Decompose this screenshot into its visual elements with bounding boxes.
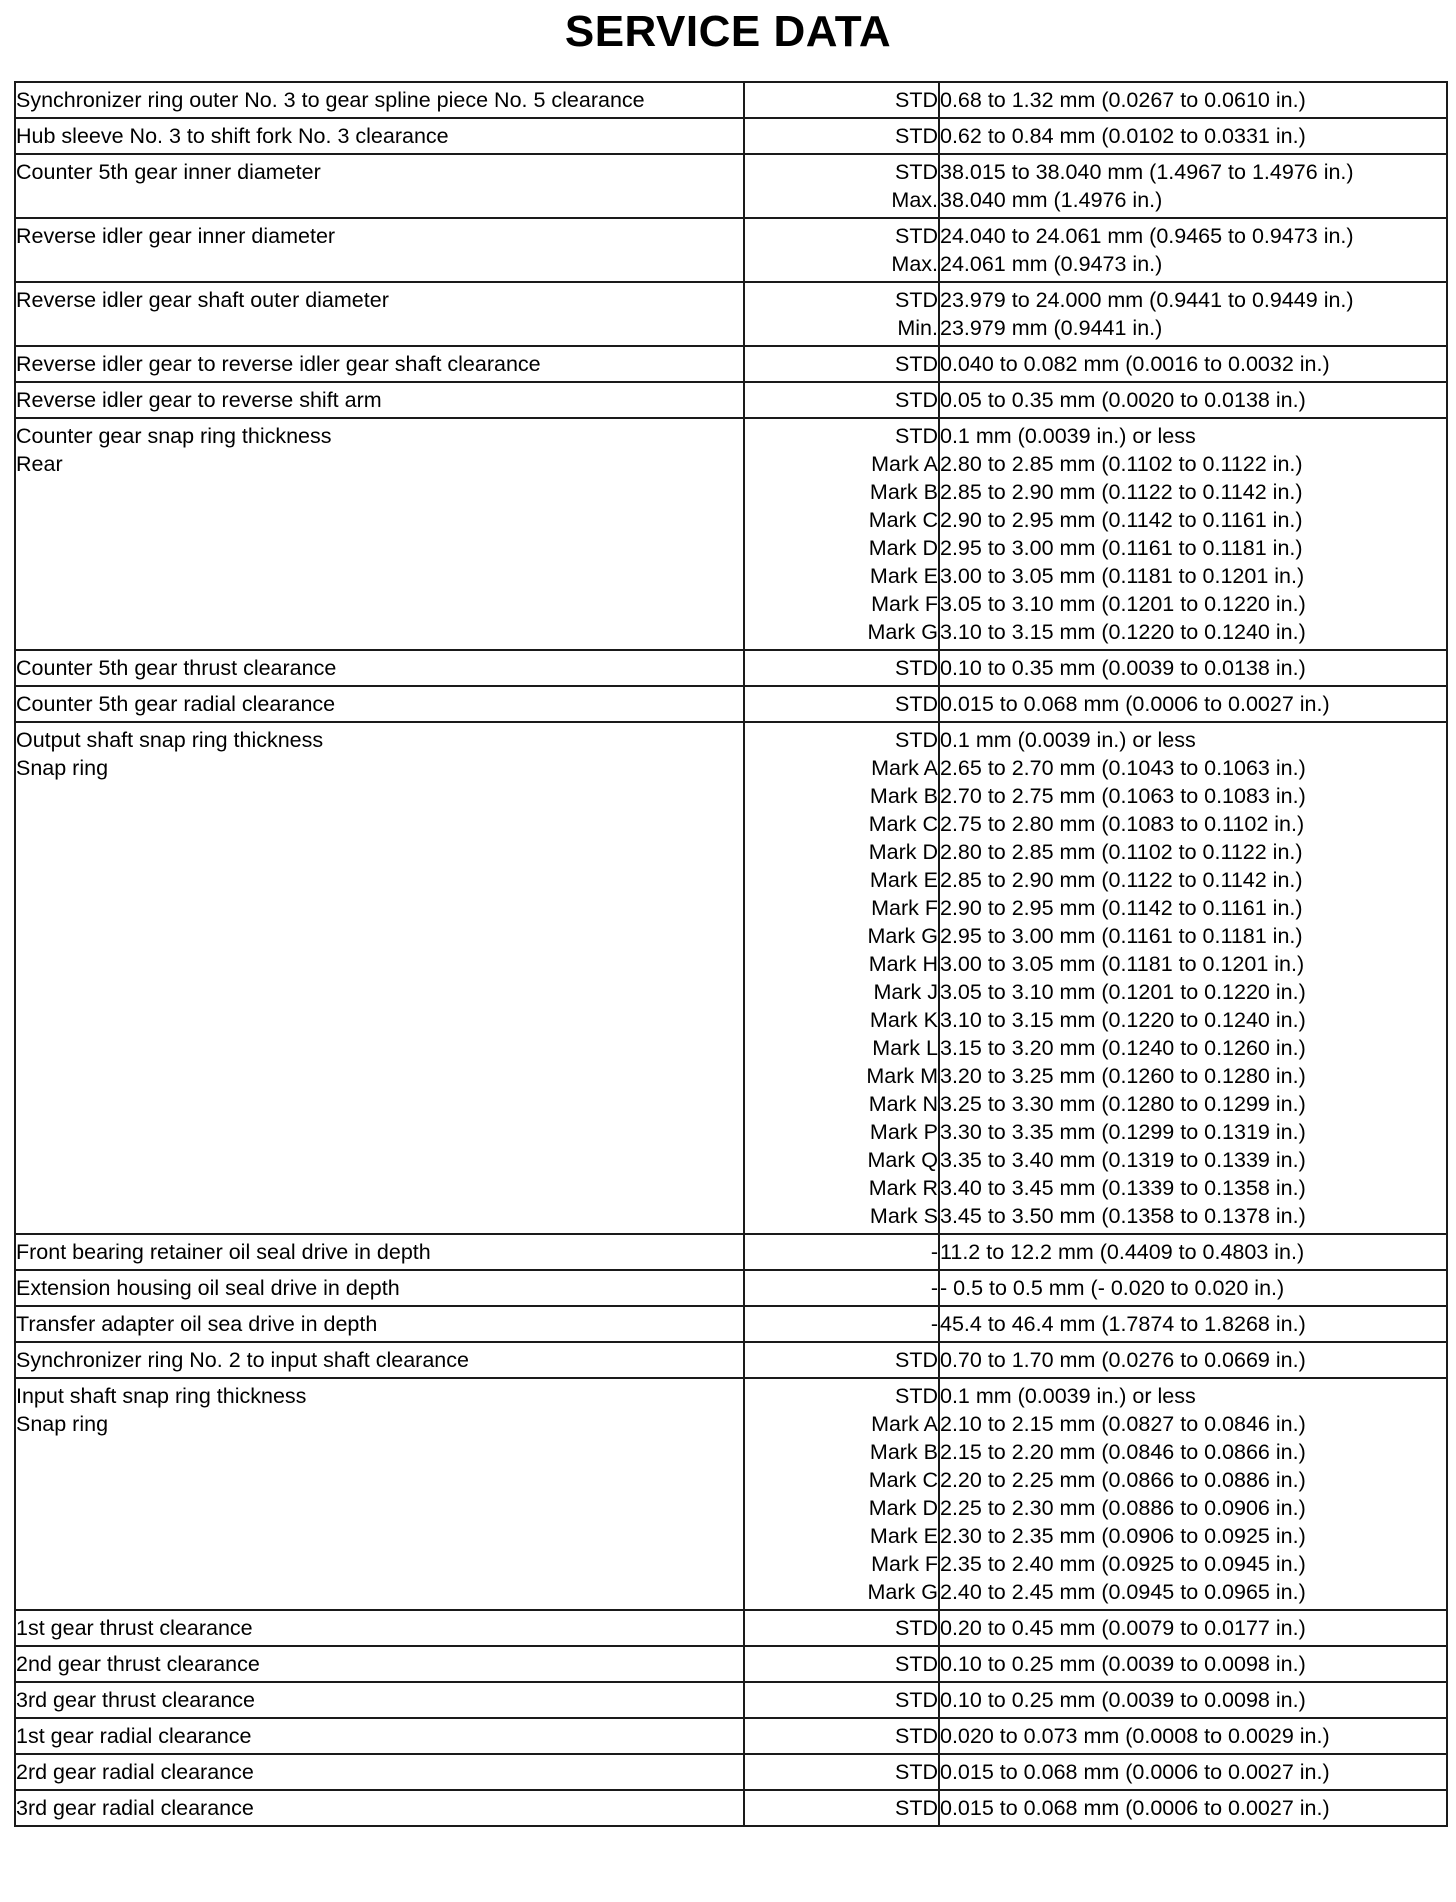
condition-label: Mark Q xyxy=(867,1148,938,1172)
condition-label: Mark B xyxy=(869,1440,938,1464)
spec-value: 3.00 to 3.05 mm (0.1181 to 0.1201 in.) xyxy=(940,952,1305,976)
spec-value: 3.40 to 3.45 mm (0.1339 to 0.1358 in.) xyxy=(940,1176,1306,1200)
table-row xyxy=(15,218,1447,282)
item-label: Reverse idler gear to reverse shift arm xyxy=(16,388,382,412)
value-cell xyxy=(939,1718,1447,1754)
item-cell xyxy=(15,1610,744,1646)
table-row xyxy=(15,382,1447,418)
condition-cell xyxy=(744,218,939,282)
table-row xyxy=(15,82,1447,118)
table-row xyxy=(15,1610,1447,1646)
condition-cell xyxy=(744,650,939,686)
value-cell xyxy=(939,1610,1447,1646)
spec-value: 2.25 to 2.30 mm (0.0886 to 0.0906 in.) xyxy=(940,1496,1306,1520)
item-cell xyxy=(15,1378,744,1610)
value-cell xyxy=(939,218,1447,282)
condition-label: STD xyxy=(895,692,938,716)
page-title: SERVICE DATA xyxy=(564,7,892,56)
condition-cell xyxy=(744,154,939,218)
value-cell xyxy=(939,1682,1447,1718)
item-label: Counter 5th gear thrust clearance xyxy=(16,656,337,680)
condition-label: Mark A xyxy=(871,756,938,780)
condition-label: - xyxy=(930,1240,938,1264)
condition-label: Mark E xyxy=(869,868,938,892)
condition-cell xyxy=(744,722,939,1234)
condition-label: Mark A xyxy=(871,1412,938,1436)
condition-label: STD xyxy=(895,124,938,148)
spec-value: 0.62 to 0.84 mm (0.0102 to 0.0331 in.) xyxy=(940,124,1306,148)
table-row xyxy=(15,1646,1447,1682)
condition-label: Mark E xyxy=(869,1524,938,1548)
condition-label: STD xyxy=(895,728,938,752)
item-cell xyxy=(15,1270,744,1306)
condition-cell xyxy=(744,118,939,154)
condition-label: STD xyxy=(895,224,938,248)
condition-cell xyxy=(744,1790,939,1826)
condition-cell xyxy=(744,418,939,650)
item-cell xyxy=(15,118,744,154)
table-row xyxy=(15,154,1447,218)
item-label: Rear xyxy=(16,452,63,476)
spec-value: 2.40 to 2.45 mm (0.0945 to 0.0965 in.) xyxy=(940,1580,1306,1604)
item-label: 2rd gear radial clearance xyxy=(16,1760,254,1784)
condition-label: Mark F xyxy=(871,592,938,616)
spec-value: 38.015 to 38.040 mm (1.4967 to 1.4976 in.) xyxy=(940,160,1354,184)
item-label: Synchronizer ring No. 2 to input shaft clearance xyxy=(16,1348,469,1372)
spec-value: 45.4 to 46.4 mm (1.7874 to 1.8268 in.) xyxy=(940,1312,1306,1336)
condition-label: STD xyxy=(895,1652,938,1676)
item-cell xyxy=(15,218,744,282)
item-cell xyxy=(15,1646,744,1682)
table-row xyxy=(15,118,1447,154)
item-label: Input shaft snap ring thickness xyxy=(16,1384,307,1408)
value-cell xyxy=(939,154,1447,218)
condition-label: Mark G xyxy=(867,1580,938,1604)
value-cell xyxy=(939,1306,1447,1342)
item-label: Transfer adapter oil sea drive in depth xyxy=(16,1312,378,1336)
spec-value: 0.05 to 0.35 mm (0.0020 to 0.0138 in.) xyxy=(940,388,1306,412)
condition-label: Mark G xyxy=(867,620,938,644)
item-cell xyxy=(15,722,744,1234)
spec-value: 24.040 to 24.061 mm (0.9465 to 0.9473 in.) xyxy=(940,224,1354,248)
condition-label: STD xyxy=(895,388,938,412)
condition-label: Mark D xyxy=(868,536,938,560)
spec-value: 0.10 to 0.25 mm (0.0039 to 0.0098 in.) xyxy=(940,1688,1306,1712)
spec-value: 2.75 to 2.80 mm (0.1083 to 0.1102 in.) xyxy=(940,812,1305,836)
condition-label: STD xyxy=(895,352,938,376)
value-cell xyxy=(939,82,1447,118)
spec-value: 0.1 mm (0.0039 in.) or less xyxy=(940,728,1196,752)
condition-label: STD xyxy=(895,1348,938,1372)
condition-label: STD xyxy=(895,1760,938,1784)
spec-value: 3.25 to 3.30 mm (0.1280 to 0.1299 in.) xyxy=(940,1092,1306,1116)
value-cell xyxy=(939,1342,1447,1378)
condition-cell xyxy=(744,1610,939,1646)
condition-label: STD xyxy=(895,1796,938,1820)
spec-value: 3.05 to 3.10 mm (0.1201 to 0.1220 in.) xyxy=(940,592,1306,616)
item-label: Snap ring xyxy=(16,756,109,780)
spec-value: 2.90 to 2.95 mm (0.1142 to 0.1161 in.) xyxy=(940,896,1303,920)
item-cell xyxy=(15,1682,744,1718)
condition-label: Mark M xyxy=(866,1064,938,1088)
condition-label: STD xyxy=(895,1724,938,1748)
item-cell xyxy=(15,82,744,118)
condition-cell xyxy=(744,346,939,382)
condition-label: Mark B xyxy=(869,784,938,808)
condition-label: Mark D xyxy=(868,840,938,864)
spec-value: 0.68 to 1.32 mm (0.0267 to 0.0610 in.) xyxy=(940,88,1306,112)
spec-value: 2.10 to 2.15 mm (0.0827 to 0.0846 in.) xyxy=(940,1412,1306,1436)
condition-label: Mark C xyxy=(868,1468,938,1492)
spec-value: 0.015 to 0.068 mm (0.0006 to 0.0027 in.) xyxy=(940,692,1330,716)
spec-value: 0.1 mm (0.0039 in.) or less xyxy=(940,1384,1196,1408)
condition-label: STD xyxy=(895,1688,938,1712)
item-label: Reverse idler gear shaft outer diameter xyxy=(16,288,389,312)
condition-cell xyxy=(744,1682,939,1718)
condition-cell xyxy=(744,82,939,118)
condition-label: Mark H xyxy=(868,952,938,976)
item-cell xyxy=(15,418,744,650)
item-label: 1st gear thrust clearance xyxy=(16,1616,253,1640)
item-cell xyxy=(15,154,744,218)
item-label: 1st gear radial clearance xyxy=(16,1724,252,1748)
item-label: Counter gear snap ring thickness xyxy=(16,424,332,448)
value-cell xyxy=(939,418,1447,650)
table-row xyxy=(15,418,1447,650)
item-label: 3rd gear thrust clearance xyxy=(16,1688,256,1712)
item-cell xyxy=(15,650,744,686)
spec-value: 3.10 to 3.15 mm (0.1220 to 0.1240 in.) xyxy=(940,620,1306,644)
table-row xyxy=(15,282,1447,346)
condition-cell xyxy=(744,1646,939,1682)
spec-value: 0.70 to 1.70 mm (0.0276 to 0.0669 in.) xyxy=(940,1348,1306,1372)
condition-label: Mark J xyxy=(873,980,938,1004)
condition-label: - xyxy=(930,1276,938,1300)
spec-value: 3.45 to 3.50 mm (0.1358 to 0.1378 in.) xyxy=(940,1204,1306,1228)
condition-label: Mark F xyxy=(871,1552,938,1576)
value-cell xyxy=(939,650,1447,686)
item-cell xyxy=(15,1306,744,1342)
value-cell xyxy=(939,382,1447,418)
spec-value: 2.20 to 2.25 mm (0.0866 to 0.0886 in.) xyxy=(940,1468,1306,1492)
item-cell xyxy=(15,1754,744,1790)
condition-label: Mark C xyxy=(868,508,938,532)
spec-value: 2.85 to 2.90 mm (0.1122 to 0.1142 in.) xyxy=(940,480,1303,504)
condition-label: Mark P xyxy=(869,1120,938,1144)
table-row xyxy=(15,686,1447,722)
spec-value: 3.20 to 3.25 mm (0.1260 to 0.1280 in.) xyxy=(940,1064,1306,1088)
spec-value: 2.70 to 2.75 mm (0.1063 to 0.1083 in.) xyxy=(940,784,1306,808)
value-cell xyxy=(939,1646,1447,1682)
table-row xyxy=(15,1270,1447,1306)
condition-label: - xyxy=(930,1312,938,1336)
item-label: Synchronizer ring outer No. 3 to gear spline piece No. 5 clearance xyxy=(16,88,645,112)
value-cell xyxy=(939,1754,1447,1790)
value-cell xyxy=(939,1790,1447,1826)
condition-label: Max. xyxy=(891,252,938,276)
table-row xyxy=(15,722,1447,1234)
spec-value: 2.80 to 2.85 mm (0.1102 to 0.1122 in.) xyxy=(940,452,1303,476)
spec-value: 0.015 to 0.068 mm (0.0006 to 0.0027 in.) xyxy=(940,1796,1330,1820)
spec-value: 2.95 to 3.00 mm (0.1161 to 0.1181 in.) xyxy=(940,924,1303,948)
condition-label: Mark A xyxy=(871,452,938,476)
value-cell xyxy=(939,1378,1447,1610)
condition-label: STD xyxy=(895,88,938,112)
table-row xyxy=(15,1306,1447,1342)
condition-cell xyxy=(744,382,939,418)
item-label: Front bearing retainer oil seal drive in depth xyxy=(16,1240,431,1264)
table-row xyxy=(15,1754,1447,1790)
condition-label: Max. xyxy=(891,188,938,212)
condition-label: Mark L xyxy=(872,1036,938,1060)
spec-value: - 0.5 to 0.5 mm (- 0.020 to 0.020 in.) xyxy=(940,1276,1285,1300)
condition-cell xyxy=(744,1306,939,1342)
item-label: Counter 5th gear inner diameter xyxy=(16,160,321,184)
item-cell xyxy=(15,686,744,722)
value-cell xyxy=(939,1270,1447,1306)
spec-value: 3.35 to 3.40 mm (0.1319 to 0.1339 in.) xyxy=(940,1148,1306,1172)
table-row xyxy=(15,650,1447,686)
spec-value: 3.05 to 3.10 mm (0.1201 to 0.1220 in.) xyxy=(940,980,1306,1004)
table-row xyxy=(15,1342,1447,1378)
service-data-table xyxy=(14,81,1448,1827)
condition-label: Min. xyxy=(897,316,938,340)
item-label: Output shaft snap ring thickness xyxy=(16,728,324,752)
spec-value: 3.00 to 3.05 mm (0.1181 to 0.1201 in.) xyxy=(940,564,1305,588)
spec-value: 0.1 mm (0.0039 in.) or less xyxy=(940,424,1196,448)
service-data-table-body xyxy=(15,82,1447,1826)
value-cell xyxy=(939,118,1447,154)
item-label: Snap ring xyxy=(16,1412,109,1436)
condition-cell xyxy=(744,1718,939,1754)
table-row xyxy=(15,1234,1447,1270)
spec-value: 38.040 mm (1.4976 in.) xyxy=(940,188,1163,212)
item-label: Extension housing oil seal drive in depth xyxy=(16,1276,400,1300)
item-cell xyxy=(15,1718,744,1754)
spec-value: 2.85 to 2.90 mm (0.1122 to 0.1142 in.) xyxy=(940,868,1303,892)
spec-value: 3.10 to 3.15 mm (0.1220 to 0.1240 in.) xyxy=(940,1008,1306,1032)
condition-label: Mark G xyxy=(867,924,938,948)
spec-value: 2.30 to 2.35 mm (0.0906 to 0.0925 in.) xyxy=(940,1524,1306,1548)
condition-label: Mark K xyxy=(869,1008,938,1032)
spec-value: 2.90 to 2.95 mm (0.1142 to 0.1161 in.) xyxy=(940,508,1303,532)
condition-label: Mark E xyxy=(869,564,938,588)
condition-label: Mark D xyxy=(868,1496,938,1520)
spec-value: 0.10 to 0.35 mm (0.0039 to 0.0138 in.) xyxy=(940,656,1306,680)
condition-label: STD xyxy=(895,1384,938,1408)
table-row xyxy=(15,1718,1447,1754)
spec-value: 0.020 to 0.073 mm (0.0008 to 0.0029 in.) xyxy=(940,1724,1330,1748)
condition-label: Mark N xyxy=(868,1092,938,1116)
condition-cell xyxy=(744,1754,939,1790)
condition-label: Mark F xyxy=(871,896,938,920)
condition-label: STD xyxy=(895,1616,938,1640)
spec-value: 2.35 to 2.40 mm (0.0925 to 0.0945 in.) xyxy=(940,1552,1306,1576)
value-cell xyxy=(939,722,1447,1234)
table-row xyxy=(15,1790,1447,1826)
item-label: Reverse idler gear to reverse idler gear shaft clearance xyxy=(16,352,541,376)
table-row xyxy=(15,1682,1447,1718)
spec-value: 2.65 to 2.70 mm (0.1043 to 0.1063 in.) xyxy=(940,756,1306,780)
spec-value: 0.040 to 0.082 mm (0.0016 to 0.0032 in.) xyxy=(940,352,1330,376)
item-label: Hub sleeve No. 3 to shift fork No. 3 clearance xyxy=(16,124,449,148)
item-label: Counter 5th gear radial clearance xyxy=(16,692,336,716)
value-cell xyxy=(939,346,1447,382)
condition-label: STD xyxy=(895,424,938,448)
spec-value: 0.015 to 0.068 mm (0.0006 to 0.0027 in.) xyxy=(940,1760,1330,1784)
spec-value: 2.15 to 2.20 mm (0.0846 to 0.0866 in.) xyxy=(940,1440,1306,1464)
item-cell xyxy=(15,346,744,382)
condition-label: Mark R xyxy=(868,1176,938,1200)
table-row xyxy=(15,1378,1447,1610)
item-cell xyxy=(15,1234,744,1270)
condition-label: STD xyxy=(895,288,938,312)
spec-value: 23.979 to 24.000 mm (0.9441 to 0.9449 in.) xyxy=(940,288,1354,312)
table-row xyxy=(15,346,1447,382)
spec-value: 11.2 to 12.2 mm (0.4409 to 0.4803 in.) xyxy=(940,1240,1305,1264)
spec-value: 3.15 to 3.20 mm (0.1240 to 0.1260 in.) xyxy=(940,1036,1306,1060)
spec-value: 24.061 mm (0.9473 in.) xyxy=(940,252,1163,276)
condition-label: STD xyxy=(895,160,938,184)
item-cell xyxy=(15,382,744,418)
spec-value: 0.10 to 0.25 mm (0.0039 to 0.0098 in.) xyxy=(940,1652,1306,1676)
condition-cell xyxy=(744,1234,939,1270)
item-label: 2nd gear thrust clearance xyxy=(16,1652,260,1676)
condition-cell xyxy=(744,1342,939,1378)
value-cell xyxy=(939,1234,1447,1270)
item-cell xyxy=(15,282,744,346)
condition-cell xyxy=(744,282,939,346)
condition-cell xyxy=(744,1378,939,1610)
condition-cell xyxy=(744,686,939,722)
condition-label: STD xyxy=(895,656,938,680)
condition-cell xyxy=(744,1270,939,1306)
value-cell xyxy=(939,686,1447,722)
spec-value: 3.30 to 3.35 mm (0.1299 to 0.1319 in.) xyxy=(940,1120,1306,1144)
condition-label: Mark S xyxy=(869,1204,938,1228)
spec-value: 2.95 to 3.00 mm (0.1161 to 0.1181 in.) xyxy=(940,536,1303,560)
item-cell xyxy=(15,1790,744,1826)
item-cell xyxy=(15,1342,744,1378)
item-label: 3rd gear radial clearance xyxy=(16,1796,254,1820)
condition-label: Mark B xyxy=(869,480,938,504)
value-cell xyxy=(939,282,1447,346)
spec-value: 23.979 mm (0.9441 in.) xyxy=(940,316,1163,340)
spec-value: 0.20 to 0.45 mm (0.0079 to 0.0177 in.) xyxy=(940,1616,1306,1640)
item-label: Reverse idler gear inner diameter xyxy=(16,224,336,248)
spec-value: 2.80 to 2.85 mm (0.1102 to 0.1122 in.) xyxy=(940,840,1303,864)
condition-label: Mark C xyxy=(868,812,938,836)
